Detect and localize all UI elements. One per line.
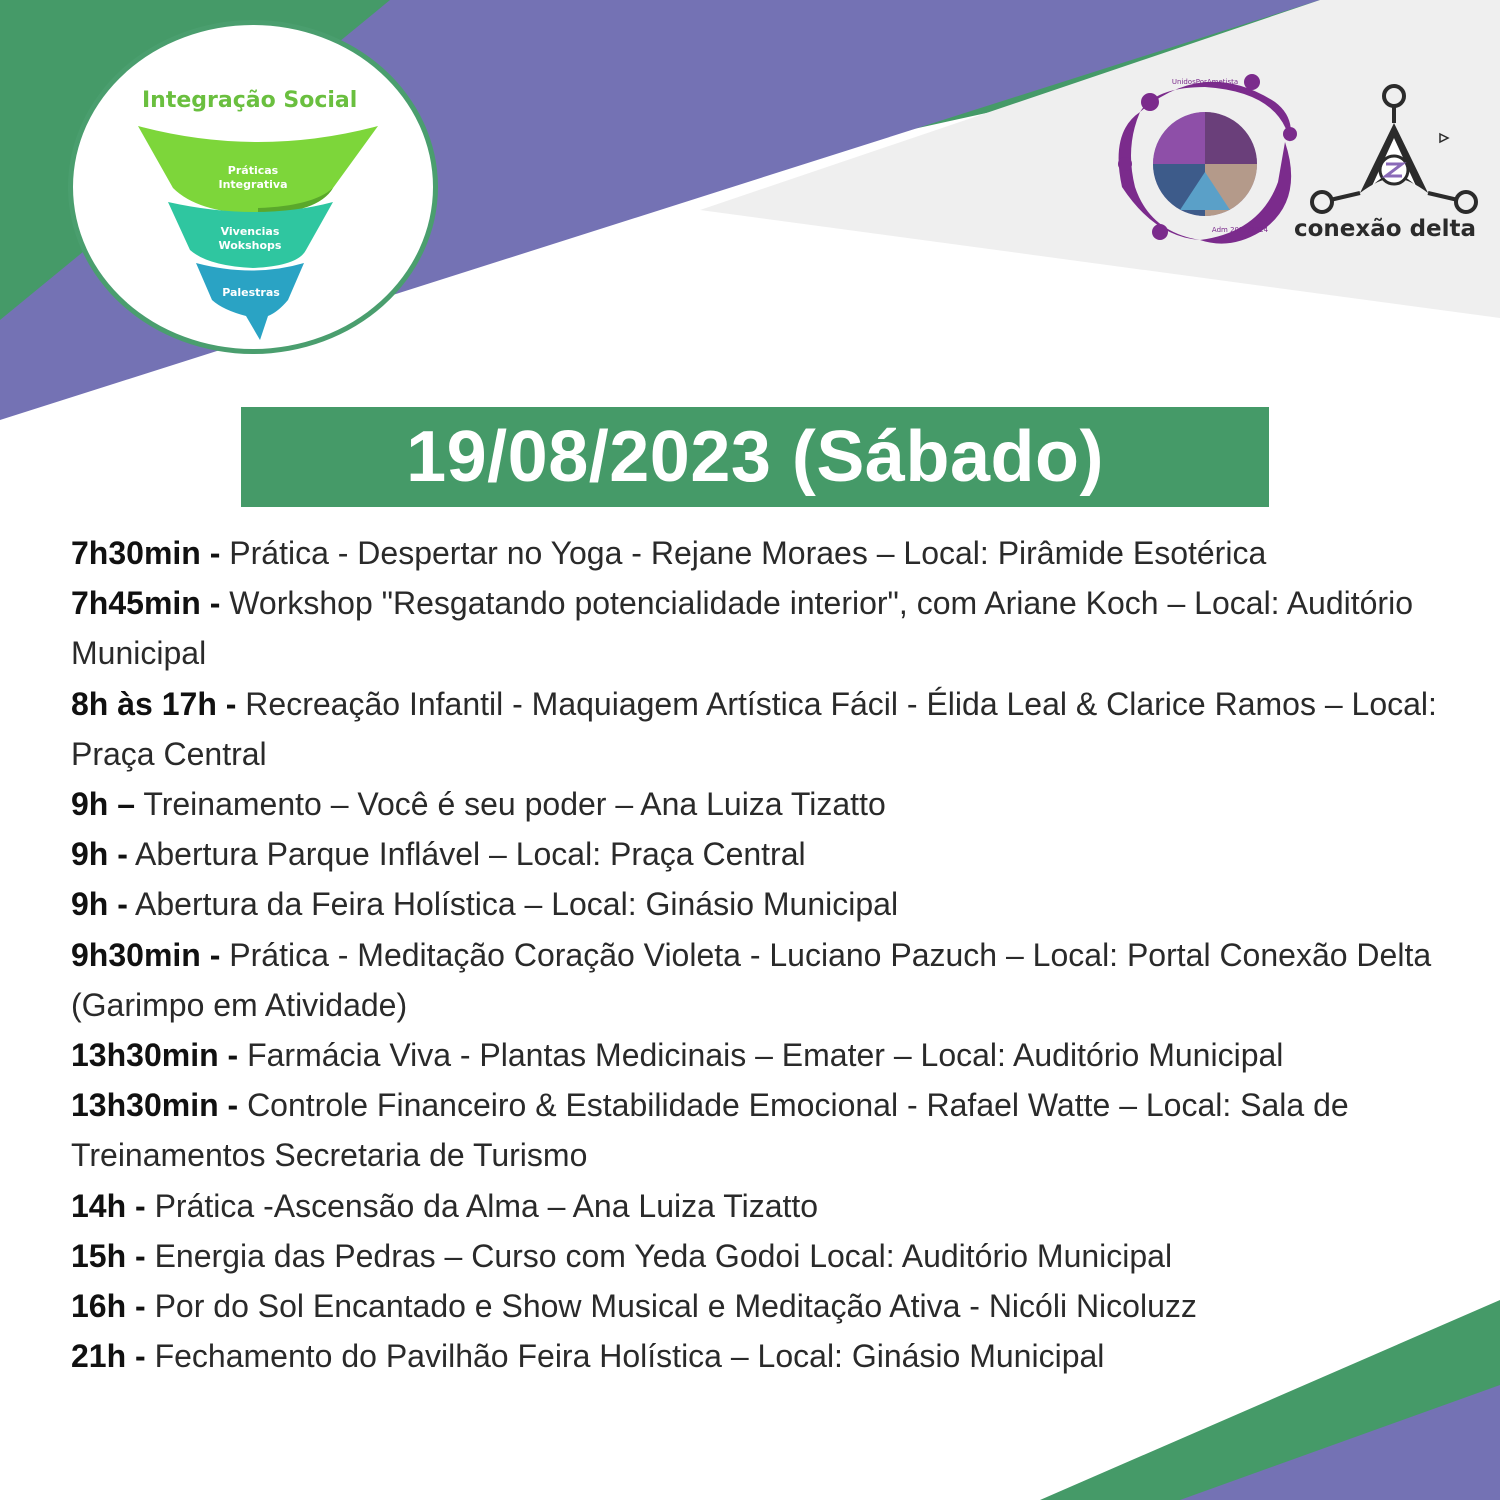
schedule-entry bbox=[71, 1331, 1461, 1381]
funnel-label-2-line2: Wokshops bbox=[218, 239, 282, 252]
funnel-label-2 bbox=[200, 225, 300, 253]
schedule-description: Workshop "Resgatando potencialidade interior", com Ariane Koch – Local: Auditório Municipal bbox=[71, 585, 1413, 672]
schedule-description: Fechamento do Pavilhão Feira Holística – Local: Ginásio Municipal bbox=[145, 1338, 1105, 1375]
schedule-entry bbox=[71, 1181, 1461, 1231]
schedule-time: 9h30min - bbox=[71, 936, 221, 973]
schedule-entry bbox=[71, 1080, 1461, 1180]
schedule-time: 9h – bbox=[71, 786, 136, 823]
schedule-description: Controle Financeiro & Estabilidade Emocional - Rafael Watte – Local: Sala de Treinamentos Secretaria de Turismo bbox=[71, 1087, 1349, 1174]
funnel-label-2-line1: Vivencias bbox=[220, 225, 280, 238]
funnel-label-1-line1: Práticas bbox=[227, 164, 279, 177]
schedule-entry bbox=[71, 528, 1461, 578]
date-banner-text: 19/08/2023 (Sábado) bbox=[406, 417, 1104, 497]
schedule-entry bbox=[71, 829, 1461, 879]
schedule-description: Recreação Infantil - Maquiagem Artística Fácil - Élida Leal & Clarice Ramos – Local: Praça Central bbox=[71, 685, 1437, 772]
date-banner bbox=[241, 407, 1269, 507]
schedule-description: Treinamento – Você é seu poder – Ana Luiza Tizatto bbox=[135, 786, 886, 823]
partner-bottom-text: Adm 2021/2024 bbox=[1211, 226, 1269, 234]
schedule-entry bbox=[71, 930, 1461, 1030]
schedule-entry bbox=[71, 1281, 1461, 1331]
logo-title: Integração Social bbox=[142, 88, 358, 113]
schedule-description: Abertura Parque Inflável – Local: Praça Central bbox=[127, 836, 806, 873]
schedule-time: 15h - bbox=[71, 1237, 146, 1274]
schedule-description: Prática -Ascensão da Alma – Ana Luiza Tizatto bbox=[145, 1187, 819, 1224]
schedule-time: 16h - bbox=[71, 1288, 146, 1325]
funnel-label-3-line1: Palestras bbox=[222, 286, 280, 299]
schedule-description: Prática - Meditação Coração Violeta - Luciano Pazuch – Local: Portal Conexão Delta (Garimpo em Atividade) bbox=[71, 936, 1432, 1023]
funnel-label-1-line2: Integrativa bbox=[218, 178, 288, 191]
schedule-description: Farmácia Viva - Plantas Medicinais – Emater – Local: Auditório Municipal bbox=[238, 1037, 1284, 1074]
unidos-por-ametista-logo bbox=[1110, 72, 1300, 252]
schedule-description: Energia das Pedras – Curso com Yeda Godoi Local: Auditório Municipal bbox=[145, 1237, 1173, 1274]
schedule-time: 13h30min - bbox=[71, 1087, 239, 1124]
schedule-time: 7h45min - bbox=[71, 585, 221, 622]
conexao-delta-logo bbox=[1300, 78, 1500, 228]
schedule-time: 9h - bbox=[71, 886, 128, 923]
funnel-level-3 bbox=[196, 263, 304, 340]
schedule-entry bbox=[71, 1030, 1461, 1080]
funnel-label-3 bbox=[201, 286, 301, 300]
funnel-label-1 bbox=[203, 164, 303, 192]
conexao-delta-name: conexão delta bbox=[1294, 216, 1477, 242]
schedule-description: Abertura da Feira Holística – Local: Ginásio Municipal bbox=[127, 886, 899, 923]
schedule-entry bbox=[71, 779, 1461, 829]
schedule-entry bbox=[71, 1231, 1461, 1281]
schedule-time: 9h - bbox=[71, 836, 128, 873]
schedule-description: Prática - Despertar no Yoga - Rejane Moraes – Local: Pirâmide Esotérica bbox=[220, 535, 1267, 571]
partner-top-text: UnidosPorAmetista bbox=[1171, 78, 1239, 86]
schedule-time: 8h às 17h - bbox=[71, 685, 237, 722]
schedule-list bbox=[71, 528, 1461, 1381]
schedule-description: Por do Sol Encantado e Show Musical e Meditação Ativa - Nicóli Nicoluzz bbox=[145, 1288, 1197, 1325]
schedule-time: 14h - bbox=[71, 1187, 146, 1224]
schedule-entry bbox=[71, 578, 1461, 678]
schedule-entry bbox=[71, 879, 1461, 929]
schedule-time: 21h - bbox=[71, 1338, 146, 1375]
schedule-time: 7h30min - bbox=[71, 535, 221, 571]
schedule-time: 13h30min - bbox=[71, 1037, 239, 1074]
schedule-entry bbox=[71, 679, 1461, 779]
